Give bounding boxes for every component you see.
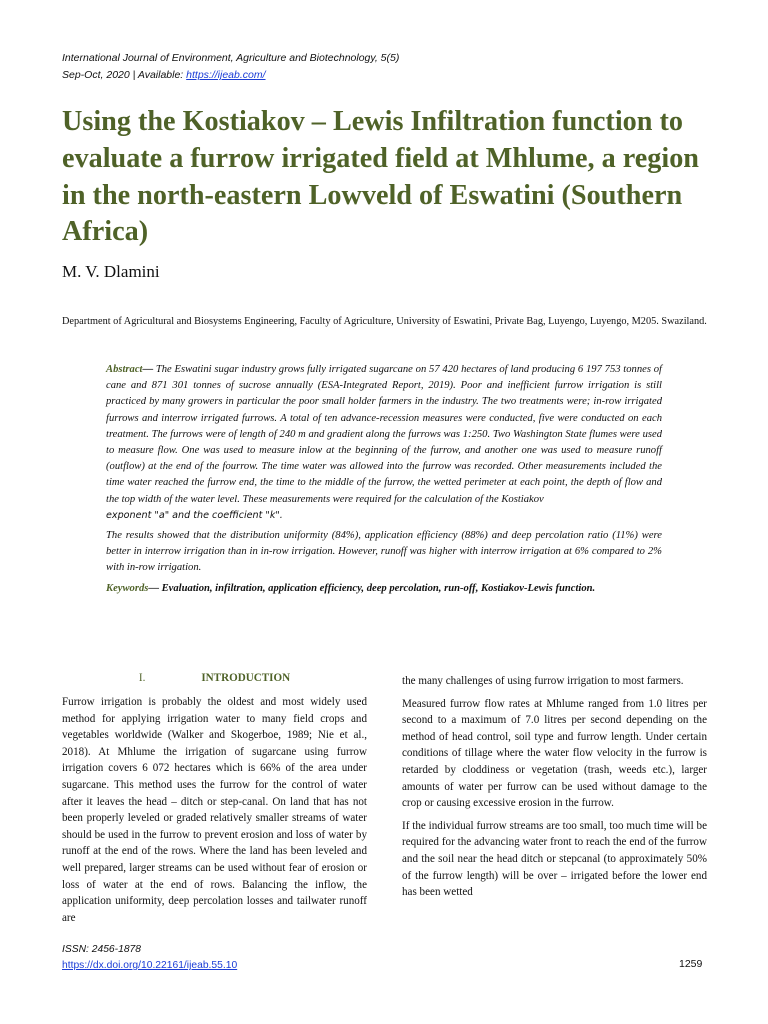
intro-paragraph-1: Furrow irrigation is probably the oldest and most widely used method for applying irrigation water to many field crops and vegetables worldwide (Walker and Skogerboe, 1989; Nie et al., 2018). At Mhlume the irrigation of sugarcane using furrow irrigation covers 6 072 hectares which is 66% of the area under sugarcane. This method uses the furrow for the control of water after it leaves the head – ditch or step-canal. On land that has not been properly leveled or graded relatively smaller streams of water should be used in the furrow to prevent erosion and loss of water by runoff at the end of the rows. Where the land has been leveled and well prepared, larger streams can be used without fear of erosion or loss of water at the end of rows. Balancing the inflow, the application uniformity, deep percolation losses and tailwater runoff are [62, 696, 367, 924]
journal-citation: International Journal of Environment, Agriculture and Biotechnology, 5(5) [62, 52, 400, 64]
page-number: 1259 [679, 958, 703, 970]
abstract-paragraph-2: The results showed that the distribution uniformity (84%), application efficiency (88%) and deep percolation ratio (11%) were better in interrow irrigation than in in-row irrigation. However, runoff was higher with interrow irrigation at 6% compared to 2% with in-row irrigation. [106, 530, 662, 574]
left-column [62, 670, 367, 932]
author-name: M. V. Dlamini [62, 262, 160, 281]
page-footer [62, 942, 237, 974]
keywords-dash: — [148, 582, 159, 594]
keywords-label: Keywords [106, 582, 149, 594]
paper-title: Using the Kostiakov – Lewis Infiltration function to evaluate a furrow irrigated field at Mhlume, a region in the north-eastern Lowveld of Eswatini (Southern Africa) [62, 106, 699, 248]
abstract-block [106, 362, 662, 597]
section-title: INTRODUCTION [201, 672, 291, 684]
journal-date: Sep-Oct, 2020 | Available: [62, 69, 187, 81]
section-heading-introduction [62, 670, 367, 690]
author-affiliation: Department of Agricultural and Biosystems Engineering, Faculty of Agriculture, University of Eswatini, Private Bag, Luyengo, Luyengo, M205. Swaziland. [62, 316, 707, 327]
right-paragraph-2: Measured furrow flow rates at Mhlume ranged from 1.0 litres per second to a maximum of 7.0 litres per second depending on the method of head control, soil type and furrow length. Under certain conditions of tillage where the water flow velocity in the furrow is retarded by cloddiness or vegetation (trash, weeds etc.), larger amounts of water per furrow can be used without damage to the crop or causing excessive erosion in the furrow. [402, 697, 707, 810]
issn: ISSN: 2456-1878 [62, 944, 141, 955]
abstract-text: The Eswatini sugar industry grows fully irrigated sugarcane on 57 420 hectares of land producing 6 197 753 tonnes of cane and 871 301 tonnes of sucrose annually (ESA-Integrated Report, 2019). Poor and inefficient furrow irrigation is still practiced by many growers in particular the poor small holder farmers in the industry. The two treatments were; in-row irrigated furrows and interrow irrigated furrows. A total of ten advance-recession measures were conducted, five were conducted on each treatment. The furrows were of length of 240 m and gradient along the furrows was 1:250. Two Washington State flumes were used to measure flow. One was used to measure inlow at the beginning of the furrow, and another one was used to measure runoff (outflow) at the end of the fourrow. The time water was allowed into the furrow was recorded. Other measurements included the time water reached the furrow end, the time to the middle of the furrow, the wetted perimeter at each point, the depth of flow and the top width of the water level. These measurements were required for the calculation of the Kostiakov [106, 364, 662, 505]
abstract-label: Abstract [106, 364, 143, 375]
right-column [402, 673, 707, 907]
journal-website-link[interactable]: https://ijeab.com/ [186, 69, 266, 81]
journal-header [62, 50, 702, 84]
doi-link[interactable]: https://dx.doi.org/10.22161/ijeab.55.10 [62, 960, 238, 971]
keywords-paragraph [106, 581, 662, 597]
right-paragraph-3: If the individual furrow streams are too small, too much time will be required for the advancing water front to reach the end of the furrow and the soil near the head ditch or stepcanal (to approximately 50% of the furrow length) will be over – irrigated before the lower end has been wetted [402, 819, 707, 899]
right-paragraph-1: the many challenges of using furrow irrigation to most farmers. [402, 675, 684, 687]
journal-date-line [62, 67, 702, 84]
abstract-text-tail: exponent "a" and the coefficient "k". [106, 509, 283, 521]
keywords-text: Evaluation, infiltration, application efficiency, deep percolation, run-off, Kostiakov-Lewis function. [158, 582, 596, 594]
abstract-dash: — [142, 364, 154, 375]
section-number: I. [138, 672, 146, 684]
abstract-paragraph-1 [106, 362, 662, 524]
